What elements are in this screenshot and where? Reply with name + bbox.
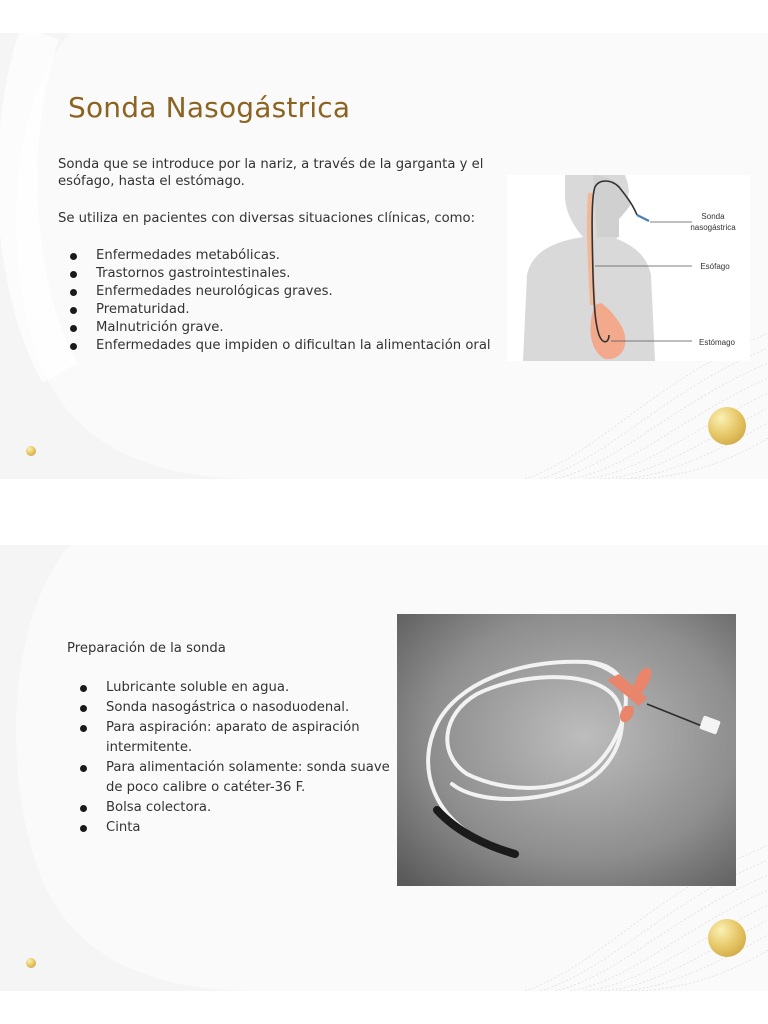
uses-intro-paragraph: Se utiliza en pacientes con diversas situaciones clínicas, como: bbox=[58, 211, 476, 226]
gold-circle-decoration bbox=[708, 919, 746, 957]
gold-circle-decoration bbox=[708, 407, 746, 445]
list-item: Trastornos gastrointestinales. bbox=[58, 265, 508, 283]
preparation-heading: Preparación de la sonda bbox=[67, 641, 226, 656]
list-item: Para aspiración: aparato de aspiración intermitente. bbox=[68, 718, 408, 758]
list-item: Enfermedades que impiden o dificultan la alimentación oral bbox=[58, 337, 508, 355]
preparation-list bbox=[68, 678, 408, 838]
list-item: Bolsa colectora. bbox=[68, 798, 408, 818]
list-item: Enfermedades neurológicas graves. bbox=[58, 283, 508, 301]
slide-title: Sonda Nasogástrica bbox=[68, 91, 351, 124]
label-estomago: Estómago bbox=[698, 338, 736, 347]
nasogastric-tube-photo bbox=[397, 614, 736, 886]
label-nasogastrica: nasogástrica bbox=[690, 223, 736, 232]
list-item: Prematuridad. bbox=[58, 301, 508, 319]
small-gold-dot-decoration bbox=[26, 958, 36, 968]
label-sonda: Sonda bbox=[701, 212, 725, 221]
list-item: Sonda nasogástrica o nasoduodenal. bbox=[68, 698, 408, 718]
slide-1 bbox=[0, 33, 768, 479]
list-item: Malnutrición grave. bbox=[58, 319, 508, 337]
intro-paragraph: Sonda que se introduce por la nariz, a través de la garganta y el esófago, hasta el estómago. bbox=[58, 157, 484, 189]
list-item: Lubricante soluble en agua. bbox=[68, 678, 408, 698]
clinical-uses-list bbox=[58, 247, 508, 355]
label-esofago: Esófago bbox=[700, 262, 730, 271]
small-gold-dot-decoration bbox=[26, 446, 36, 456]
list-item: Cinta bbox=[68, 818, 408, 838]
list-item: Para alimentación solamente: sonda suave de poco calibre o catéter-36 F. bbox=[68, 758, 408, 798]
slide-2 bbox=[0, 545, 768, 991]
nasogastric-tube-diagram bbox=[507, 175, 750, 361]
list-item: Enfermedades metabólicas. bbox=[58, 247, 508, 265]
